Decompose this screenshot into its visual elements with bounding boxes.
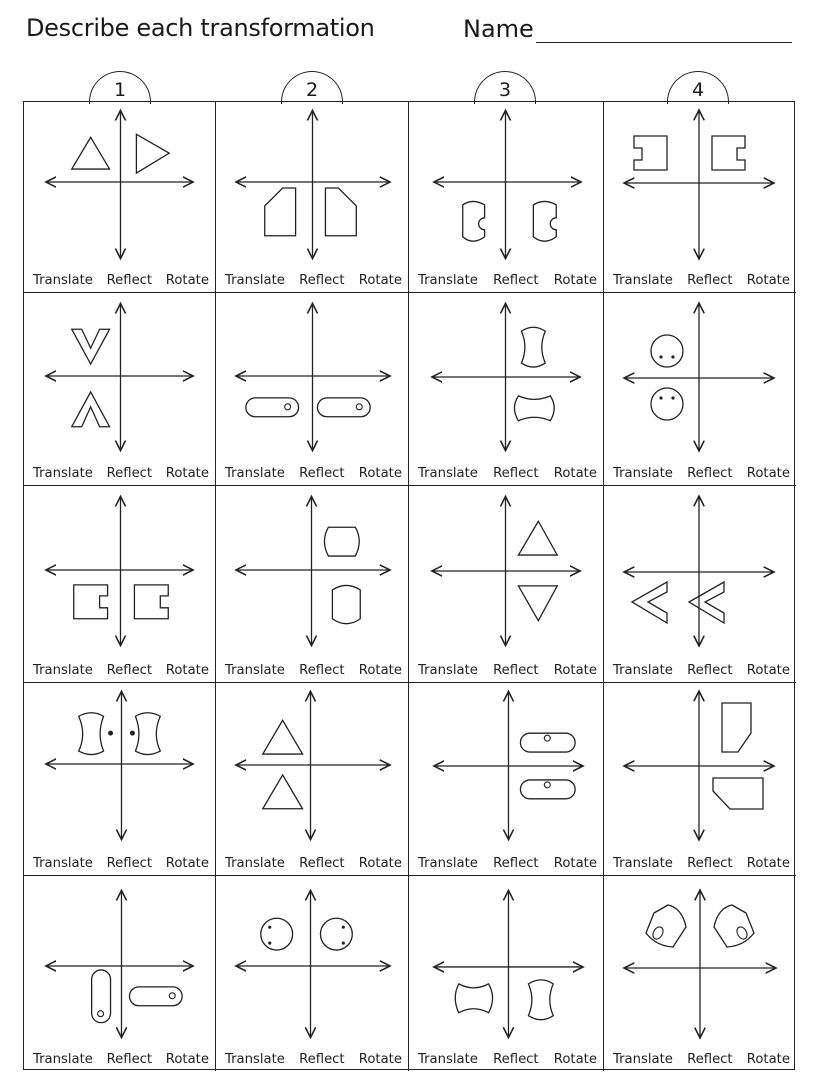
choice-translate[interactable]: Translate <box>418 273 478 288</box>
choice-translate[interactable]: Translate <box>418 856 478 871</box>
answer-choices <box>24 273 215 288</box>
coordinate-plane <box>409 683 603 848</box>
transformation-grid <box>23 101 795 1070</box>
choice-translate[interactable]: Translate <box>33 663 93 678</box>
choice-rotate[interactable]: Rotate <box>746 273 790 288</box>
hole-icon <box>735 925 749 941</box>
coordinate-plane <box>216 293 408 458</box>
choice-rotate[interactable]: Rotate <box>553 466 597 481</box>
hole-icon <box>285 404 291 410</box>
choice-reflect[interactable]: Reflect <box>299 856 345 871</box>
choice-rotate[interactable]: Rotate <box>746 663 790 678</box>
coordinate-plane <box>24 683 215 848</box>
pill-shape <box>520 733 575 752</box>
choice-rotate[interactable]: Rotate <box>746 856 790 871</box>
face-circle-shape <box>651 335 683 367</box>
answer-choices <box>24 1052 215 1067</box>
cut-corner-pentagon-rotated-shape <box>713 778 763 809</box>
face-circle-shape <box>261 918 293 950</box>
coordinate-plane <box>216 102 408 267</box>
notched-rounded-shape <box>533 201 556 241</box>
problem-r5-c2 <box>216 876 409 1071</box>
dot-icon <box>671 396 674 399</box>
choice-rotate[interactable]: Rotate <box>553 1052 597 1067</box>
choice-rotate[interactable]: Rotate <box>358 466 402 481</box>
coordinate-plane <box>216 876 408 1041</box>
answer-choices <box>216 273 408 288</box>
tilted-cylinder-shape <box>714 905 754 947</box>
choice-rotate[interactable]: Rotate <box>165 663 209 678</box>
choice-reflect[interactable]: Reflect <box>106 663 153 678</box>
choice-rotate[interactable]: Rotate <box>165 466 209 481</box>
choice-rotate[interactable]: Rotate <box>553 663 597 678</box>
choice-translate[interactable]: Translate <box>613 466 673 481</box>
coordinate-plane <box>409 102 603 267</box>
problem-r2-c1 <box>24 293 216 486</box>
concave-with-dot-shape <box>79 713 104 755</box>
choice-reflect[interactable]: Reflect <box>299 273 345 288</box>
concave-horizontal-shape <box>455 984 492 1013</box>
answer-choices <box>604 663 796 678</box>
triangle-up-shape <box>518 521 557 555</box>
concave-horizontal-shape <box>514 396 554 421</box>
answer-choices <box>409 273 603 288</box>
notched-rectangle-shape <box>634 136 667 170</box>
dot-icon <box>130 731 135 736</box>
barrel-horizontal-shape <box>324 527 359 556</box>
coordinate-plane <box>216 486 408 651</box>
choice-reflect[interactable]: Reflect <box>687 466 733 481</box>
problem-r1-c1 <box>24 102 216 293</box>
dot-icon <box>268 926 271 929</box>
problem-r3-c2 <box>216 486 409 683</box>
name-field-group <box>463 14 792 43</box>
notched-rectangle-shape <box>74 585 108 619</box>
choice-translate[interactable]: Translate <box>418 663 478 678</box>
dot-icon <box>671 355 674 358</box>
barrel-vertical-shape <box>332 585 360 623</box>
concave-with-dot-shape <box>135 713 160 755</box>
choice-rotate[interactable]: Rotate <box>358 856 402 871</box>
face-circle-shape <box>651 388 683 420</box>
chevron-left-shape <box>632 582 667 623</box>
problem-r1-c4 <box>604 102 796 293</box>
answer-choices <box>24 663 215 678</box>
triangle-up-shape <box>72 137 110 169</box>
choice-translate[interactable]: Translate <box>613 1052 673 1067</box>
coordinate-plane <box>216 683 408 848</box>
choice-translate[interactable]: Translate <box>225 273 285 288</box>
choice-translate[interactable]: Translate <box>418 466 478 481</box>
choice-translate[interactable]: Translate <box>33 856 93 871</box>
name-input-line[interactable] <box>536 14 792 43</box>
column-tab-2: 2 <box>281 71 343 104</box>
concave-vertical-shape <box>528 980 553 1020</box>
choice-rotate[interactable]: Rotate <box>165 273 209 288</box>
dot-icon <box>342 941 345 944</box>
coordinate-plane <box>24 293 215 458</box>
dot-icon <box>268 941 271 944</box>
choice-reflect[interactable]: Reflect <box>106 1052 153 1067</box>
answer-choices <box>24 466 215 481</box>
answer-choices <box>409 466 603 481</box>
column-tab-4: 4 <box>667 71 729 104</box>
answer-choices <box>409 856 603 871</box>
hole-icon <box>544 782 550 788</box>
answer-choices <box>604 1052 796 1067</box>
choice-reflect[interactable]: Reflect <box>493 466 539 481</box>
problem-r2-c2 <box>216 293 409 486</box>
answer-choices <box>216 1052 408 1067</box>
choice-translate[interactable]: Translate <box>33 273 93 288</box>
answer-choices <box>604 466 796 481</box>
chevron-up-shape <box>72 392 110 427</box>
problem-r4-c4 <box>604 683 796 876</box>
choice-reflect[interactable]: Reflect <box>299 1052 345 1067</box>
problem-r5-c1 <box>24 876 216 1071</box>
choice-translate[interactable]: Translate <box>33 466 93 481</box>
choice-reflect[interactable]: Reflect <box>687 1052 733 1067</box>
choice-reflect[interactable]: Reflect <box>493 1052 539 1067</box>
choice-rotate[interactable]: Rotate <box>165 856 209 871</box>
problem-r3-c1 <box>24 486 216 683</box>
answer-choices <box>409 1052 603 1067</box>
coordinate-plane <box>409 876 603 1041</box>
problem-r4-c1 <box>24 683 216 876</box>
choice-rotate[interactable]: Rotate <box>553 856 597 871</box>
choice-reflect[interactable]: Reflect <box>299 466 345 481</box>
choice-reflect[interactable]: Reflect <box>493 663 539 678</box>
coordinate-plane <box>604 876 796 1041</box>
choice-translate[interactable]: Translate <box>33 1052 93 1067</box>
cut-corner-pentagon-shape <box>265 188 296 236</box>
triangle-up-shape <box>263 720 303 754</box>
tilted-cylinder-shape <box>646 905 686 947</box>
concave-vertical-shape <box>521 327 545 367</box>
coordinate-plane <box>604 683 796 848</box>
choice-translate[interactable]: Translate <box>225 663 285 678</box>
answer-choices <box>216 466 408 481</box>
coordinate-plane <box>24 876 215 1041</box>
problem-r5-c3 <box>409 876 604 1071</box>
face-circle-shape <box>320 918 352 950</box>
notched-rectangle-shape <box>134 585 168 619</box>
choice-reflect[interactable]: Reflect <box>687 663 733 678</box>
cut-corner-pentagon-shape <box>722 703 751 752</box>
pill-vertical-shape <box>92 970 111 1023</box>
hole-icon <box>356 404 362 410</box>
answer-choices <box>216 856 408 871</box>
pill-shape <box>129 987 182 1006</box>
problem-r2-c3 <box>409 293 604 486</box>
answer-choices <box>216 663 408 678</box>
choice-reflect[interactable]: Reflect <box>687 273 733 288</box>
hole-icon <box>651 925 665 941</box>
problem-r1-c2 <box>216 102 409 293</box>
coordinate-plane <box>24 486 215 651</box>
answer-choices <box>604 856 796 871</box>
chevron-down-shape <box>72 329 110 364</box>
coordinate-plane <box>604 102 796 267</box>
choice-reflect[interactable]: Reflect <box>493 273 539 288</box>
dot-icon <box>342 926 345 929</box>
hole-icon <box>544 735 550 741</box>
answer-choices <box>24 856 215 871</box>
choice-translate[interactable]: Translate <box>613 273 673 288</box>
choice-reflect[interactable]: Reflect <box>687 856 733 871</box>
choice-translate[interactable]: Translate <box>225 856 285 871</box>
triangle-down-shape <box>518 586 557 621</box>
worksheet-title: Describe each transformation <box>26 14 375 42</box>
choice-translate[interactable]: Translate <box>225 1052 285 1067</box>
choice-translate[interactable]: Translate <box>613 663 673 678</box>
choice-rotate[interactable]: Rotate <box>746 466 790 481</box>
coordinate-plane <box>24 102 215 267</box>
coordinate-plane <box>409 486 603 651</box>
dot-icon <box>659 355 662 358</box>
pill-shape <box>520 780 575 799</box>
notched-rounded-shape <box>463 201 485 241</box>
choice-rotate[interactable]: Rotate <box>358 663 402 678</box>
choice-rotate[interactable]: Rotate <box>746 1052 790 1067</box>
column-tab-3: 3 <box>474 71 536 104</box>
column-tab-1: 1 <box>89 71 151 104</box>
choice-reflect[interactable]: Reflect <box>493 856 539 871</box>
chevron-left-shape <box>689 582 724 623</box>
coordinate-plane <box>604 486 796 651</box>
choice-translate[interactable]: Translate <box>418 1052 478 1067</box>
choice-translate[interactable]: Translate <box>613 856 673 871</box>
choice-rotate[interactable]: Rotate <box>553 273 597 288</box>
choice-reflect[interactable]: Reflect <box>106 856 153 871</box>
choice-reflect[interactable]: Reflect <box>299 663 345 678</box>
problem-r4-c2 <box>216 683 409 876</box>
choice-rotate[interactable]: Rotate <box>358 273 402 288</box>
problem-r2-c4 <box>604 293 796 486</box>
choice-rotate[interactable]: Rotate <box>358 1052 402 1067</box>
problem-r5-c4 <box>604 876 796 1071</box>
triangle-up-shape <box>263 775 303 809</box>
notched-rectangle-shape <box>712 136 745 170</box>
choice-reflect[interactable]: Reflect <box>106 466 153 481</box>
coordinate-plane <box>409 293 603 458</box>
dot-icon <box>659 396 662 399</box>
problem-r4-c3 <box>409 683 604 876</box>
choice-reflect[interactable]: Reflect <box>106 273 153 288</box>
answer-choices <box>409 663 603 678</box>
coordinate-plane <box>604 293 796 458</box>
triangle-right-shape <box>136 134 169 173</box>
choice-translate[interactable]: Translate <box>225 466 285 481</box>
name-label: Name <box>463 15 534 43</box>
problem-r1-c3 <box>409 102 604 293</box>
answer-choices <box>604 273 796 288</box>
problem-r3-c4 <box>604 486 796 683</box>
hole-icon <box>169 993 175 999</box>
choice-rotate[interactable]: Rotate <box>165 1052 209 1067</box>
hole-icon <box>98 1011 104 1017</box>
dot-icon <box>108 731 113 736</box>
cut-corner-pentagon-mirrored-shape <box>325 188 356 236</box>
problem-r3-c3 <box>409 486 604 683</box>
